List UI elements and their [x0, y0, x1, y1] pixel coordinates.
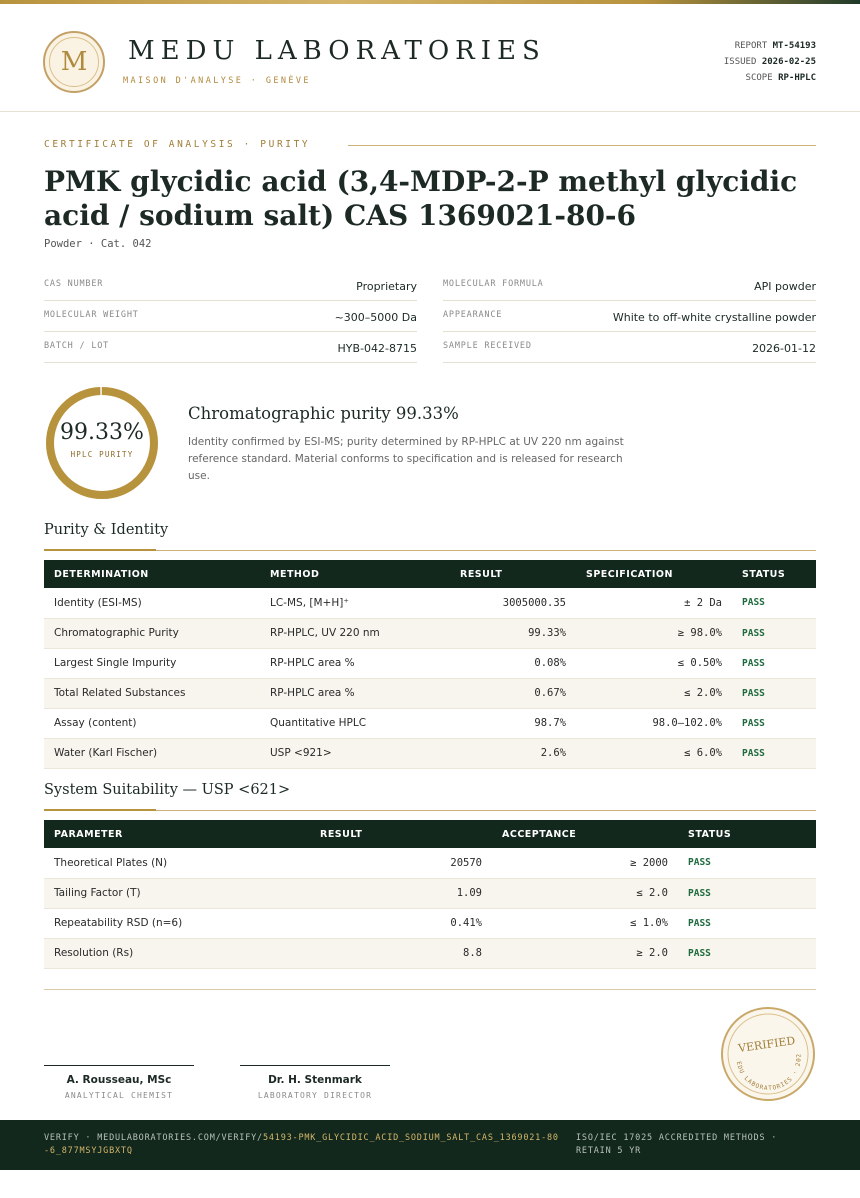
table-row [44, 848, 816, 878]
property-row [443, 301, 816, 332]
status-badge: PASS [678, 878, 816, 908]
status-badge: PASS [732, 648, 816, 678]
section-divider [44, 550, 816, 551]
verify-link[interactable] [44, 1132, 564, 1158]
column-header: DETERMINATION [44, 560, 260, 588]
property-row [443, 332, 816, 363]
brand-name: MEDU LABORATORIES [128, 36, 546, 66]
signature-divider [44, 989, 816, 990]
purity-identity-table [44, 560, 816, 769]
purity-gauge-value: 99.33% [60, 420, 144, 445]
acceptance-cell: ≥ 2.0 [492, 938, 678, 968]
result-cell: 0.67% [450, 678, 576, 708]
status-badge: PASS [678, 848, 816, 878]
property-label: CAS NUMBER [44, 279, 104, 289]
status-badge: PASS [678, 908, 816, 938]
table-row [44, 678, 816, 708]
specification-cell: ≥ 98.0% [576, 618, 732, 648]
property-value: HYB-042-8715 [337, 342, 417, 355]
certificate-eyebrow: CERTIFICATE OF ANALYSIS · PURITY [44, 139, 311, 150]
issued-row [724, 54, 816, 70]
purity-headline: Chromatographic purity 99.33% [188, 404, 459, 423]
signature-block-chemist [44, 1065, 194, 1100]
table-row [44, 738, 816, 768]
section-divider [44, 810, 816, 811]
method-cell: LC-MS, [M+H]⁺ [260, 588, 450, 618]
specification-cell: 98.0–102.0% [576, 708, 732, 738]
section-accent [44, 549, 156, 551]
determination-cell: Water (Karl Fischer) [44, 738, 260, 768]
property-row [44, 301, 417, 332]
eyebrow-divider [348, 145, 816, 146]
property-row [44, 332, 417, 363]
property-value: White to off-white crystalline powder [612, 311, 816, 324]
scope-label: SCOPE [745, 73, 773, 83]
status-badge: PASS [732, 588, 816, 618]
property-label: BATCH / LOT [44, 341, 110, 351]
section-title-purity-identity: Purity & Identity [44, 522, 169, 538]
table-row [44, 908, 816, 938]
purity-gauge-label: HPLC PURITY [70, 450, 134, 459]
table-row [44, 588, 816, 618]
table-row [44, 938, 816, 968]
section-accent [44, 809, 156, 811]
system-suitability-table [44, 820, 816, 969]
method-cell: RP-HPLC, UV 220 nm [260, 618, 450, 648]
product-subtitle: Powder · Cat. 042 [44, 238, 152, 250]
determination-cell: Largest Single Impurity [44, 648, 260, 678]
column-header: RESULT [310, 820, 492, 848]
status-badge: PASS [678, 938, 816, 968]
logo-letter: M [49, 37, 99, 87]
property-row [44, 270, 417, 301]
property-value: 2026-01-12 [752, 342, 816, 355]
result-cell: 20570 [310, 848, 492, 878]
determination-cell: Identity (ESI-MS) [44, 588, 260, 618]
table-row [44, 618, 816, 648]
table-row [44, 878, 816, 908]
method-cell: RP-HPLC area % [260, 648, 450, 678]
status-badge: PASS [732, 678, 816, 708]
signatory-role: LABORATORY DIRECTOR [257, 1091, 373, 1100]
determination-cell: Chromatographic Purity [44, 618, 260, 648]
status-badge: PASS [732, 618, 816, 648]
table-header-row [44, 560, 816, 588]
result-cell: 8.8 [310, 938, 492, 968]
determination-cell: Total Related Substances [44, 678, 260, 708]
property-row [443, 270, 816, 301]
column-header: STATUS [732, 560, 816, 588]
specification-cell: ≤ 6.0% [576, 738, 732, 768]
property-label: SAMPLE RECEIVED [443, 341, 532, 351]
report-label: REPORT [734, 41, 768, 51]
acceptance-cell: ≥ 2000 [492, 848, 678, 878]
column-header: ACCEPTANCE [492, 820, 678, 848]
header [0, 4, 860, 112]
property-value: ~300–5000 Da [334, 311, 417, 324]
column-header: STATUS [678, 820, 816, 848]
column-header: METHOD [260, 560, 450, 588]
verified-seal [720, 1006, 816, 1102]
signatory-name: Dr. H. Stenmark [268, 1074, 362, 1086]
parameter-cell: Theoretical Plates (N) [44, 848, 310, 878]
logo [43, 31, 105, 93]
result-cell: 0.41% [310, 908, 492, 938]
result-cell: 98.7% [450, 708, 576, 738]
column-header: RESULT [450, 560, 576, 588]
result-cell: 3005000.35 [450, 588, 576, 618]
purity-description: Identity confirmed by ESI-MS; purity determined by RP-HPLC at UV 220 nm against reference standard. Material conforms to specification and is released for research use. [188, 436, 624, 482]
signatory-name: A. Rousseau, MSc [66, 1074, 172, 1086]
issued-date: 2026-02-25 [761, 57, 816, 67]
issued-label: ISSUED [723, 57, 757, 67]
report-number: MT-54193 [772, 41, 816, 51]
specification-cell: ± 2 Da [576, 588, 732, 618]
result-cell: 2.6% [450, 738, 576, 768]
specification-cell: ≤ 0.50% [576, 648, 732, 678]
report-number-row [724, 38, 816, 54]
table-row [44, 648, 816, 678]
method-cell: Quantitative HPLC [260, 708, 450, 738]
report-meta [724, 38, 816, 86]
column-header: SPECIFICATION [576, 560, 732, 588]
product-title: PMK glycidic acid (3,4-MDP-2-P methyl glycidic acid / sodium salt) CAS 1369021-80-6 [44, 165, 798, 232]
table-header-row [44, 820, 816, 848]
property-label: APPEARANCE [443, 310, 503, 320]
table-row [44, 708, 816, 738]
seal-main-text: VERIFIED [737, 1034, 797, 1056]
result-cell: 0.08% [450, 648, 576, 678]
scope-value: RP-HPLC [778, 73, 816, 83]
method-cell: RP-HPLC area % [260, 678, 450, 708]
properties-right-column [443, 270, 816, 363]
acceptance-cell: ≤ 1.0% [492, 908, 678, 938]
status-badge: PASS [732, 708, 816, 738]
result-cell: 99.33% [450, 618, 576, 648]
verify-code: 54193-PMK_GLYCIDIC_ACID_SODIUM_SALT_CAS_1369021-80-6_877MSYJGBXTQ [44, 1133, 559, 1156]
scope-row [724, 70, 816, 86]
property-value: API powder [754, 280, 816, 293]
specification-cell: ≤ 2.0% [576, 678, 732, 708]
properties-left-column [44, 270, 417, 363]
verify-prefix: VERIFY · MEDULABORATORIES.COM/VERIFY/ [44, 1133, 263, 1143]
brand-subtitle: MAISON D'ANALYSE · GENÈVE [123, 76, 311, 86]
footer [0, 1120, 860, 1170]
result-cell: 1.09 [310, 878, 492, 908]
signatory-role: ANALYTICAL CHEMIST [64, 1091, 174, 1100]
determination-cell: Assay (content) [44, 708, 260, 738]
parameter-cell: Tailing Factor (T) [44, 878, 310, 908]
status-badge: PASS [732, 738, 816, 768]
property-value: Proprietary [356, 280, 417, 293]
property-label: MOLECULAR FORMULA [443, 279, 544, 289]
column-header: PARAMETER [44, 820, 310, 848]
property-label: MOLECULAR WEIGHT [44, 310, 139, 320]
parameter-cell: Repeatability RSD (n=6) [44, 908, 310, 938]
accreditation-note: ISO/IEC 17025 ACCREDITED METHODS · RETAIN 5 YR [576, 1133, 778, 1156]
section-title-system-suitability: System Suitability — USP <621> [44, 782, 291, 798]
acceptance-cell: ≤ 2.0 [492, 878, 678, 908]
method-cell: USP <921> [260, 738, 450, 768]
seal-ring-text: MEDU LABORATORIES · 2026 [734, 1052, 803, 1093]
parameter-cell: Resolution (Rs) [44, 938, 310, 968]
signature-block-director [240, 1065, 390, 1100]
